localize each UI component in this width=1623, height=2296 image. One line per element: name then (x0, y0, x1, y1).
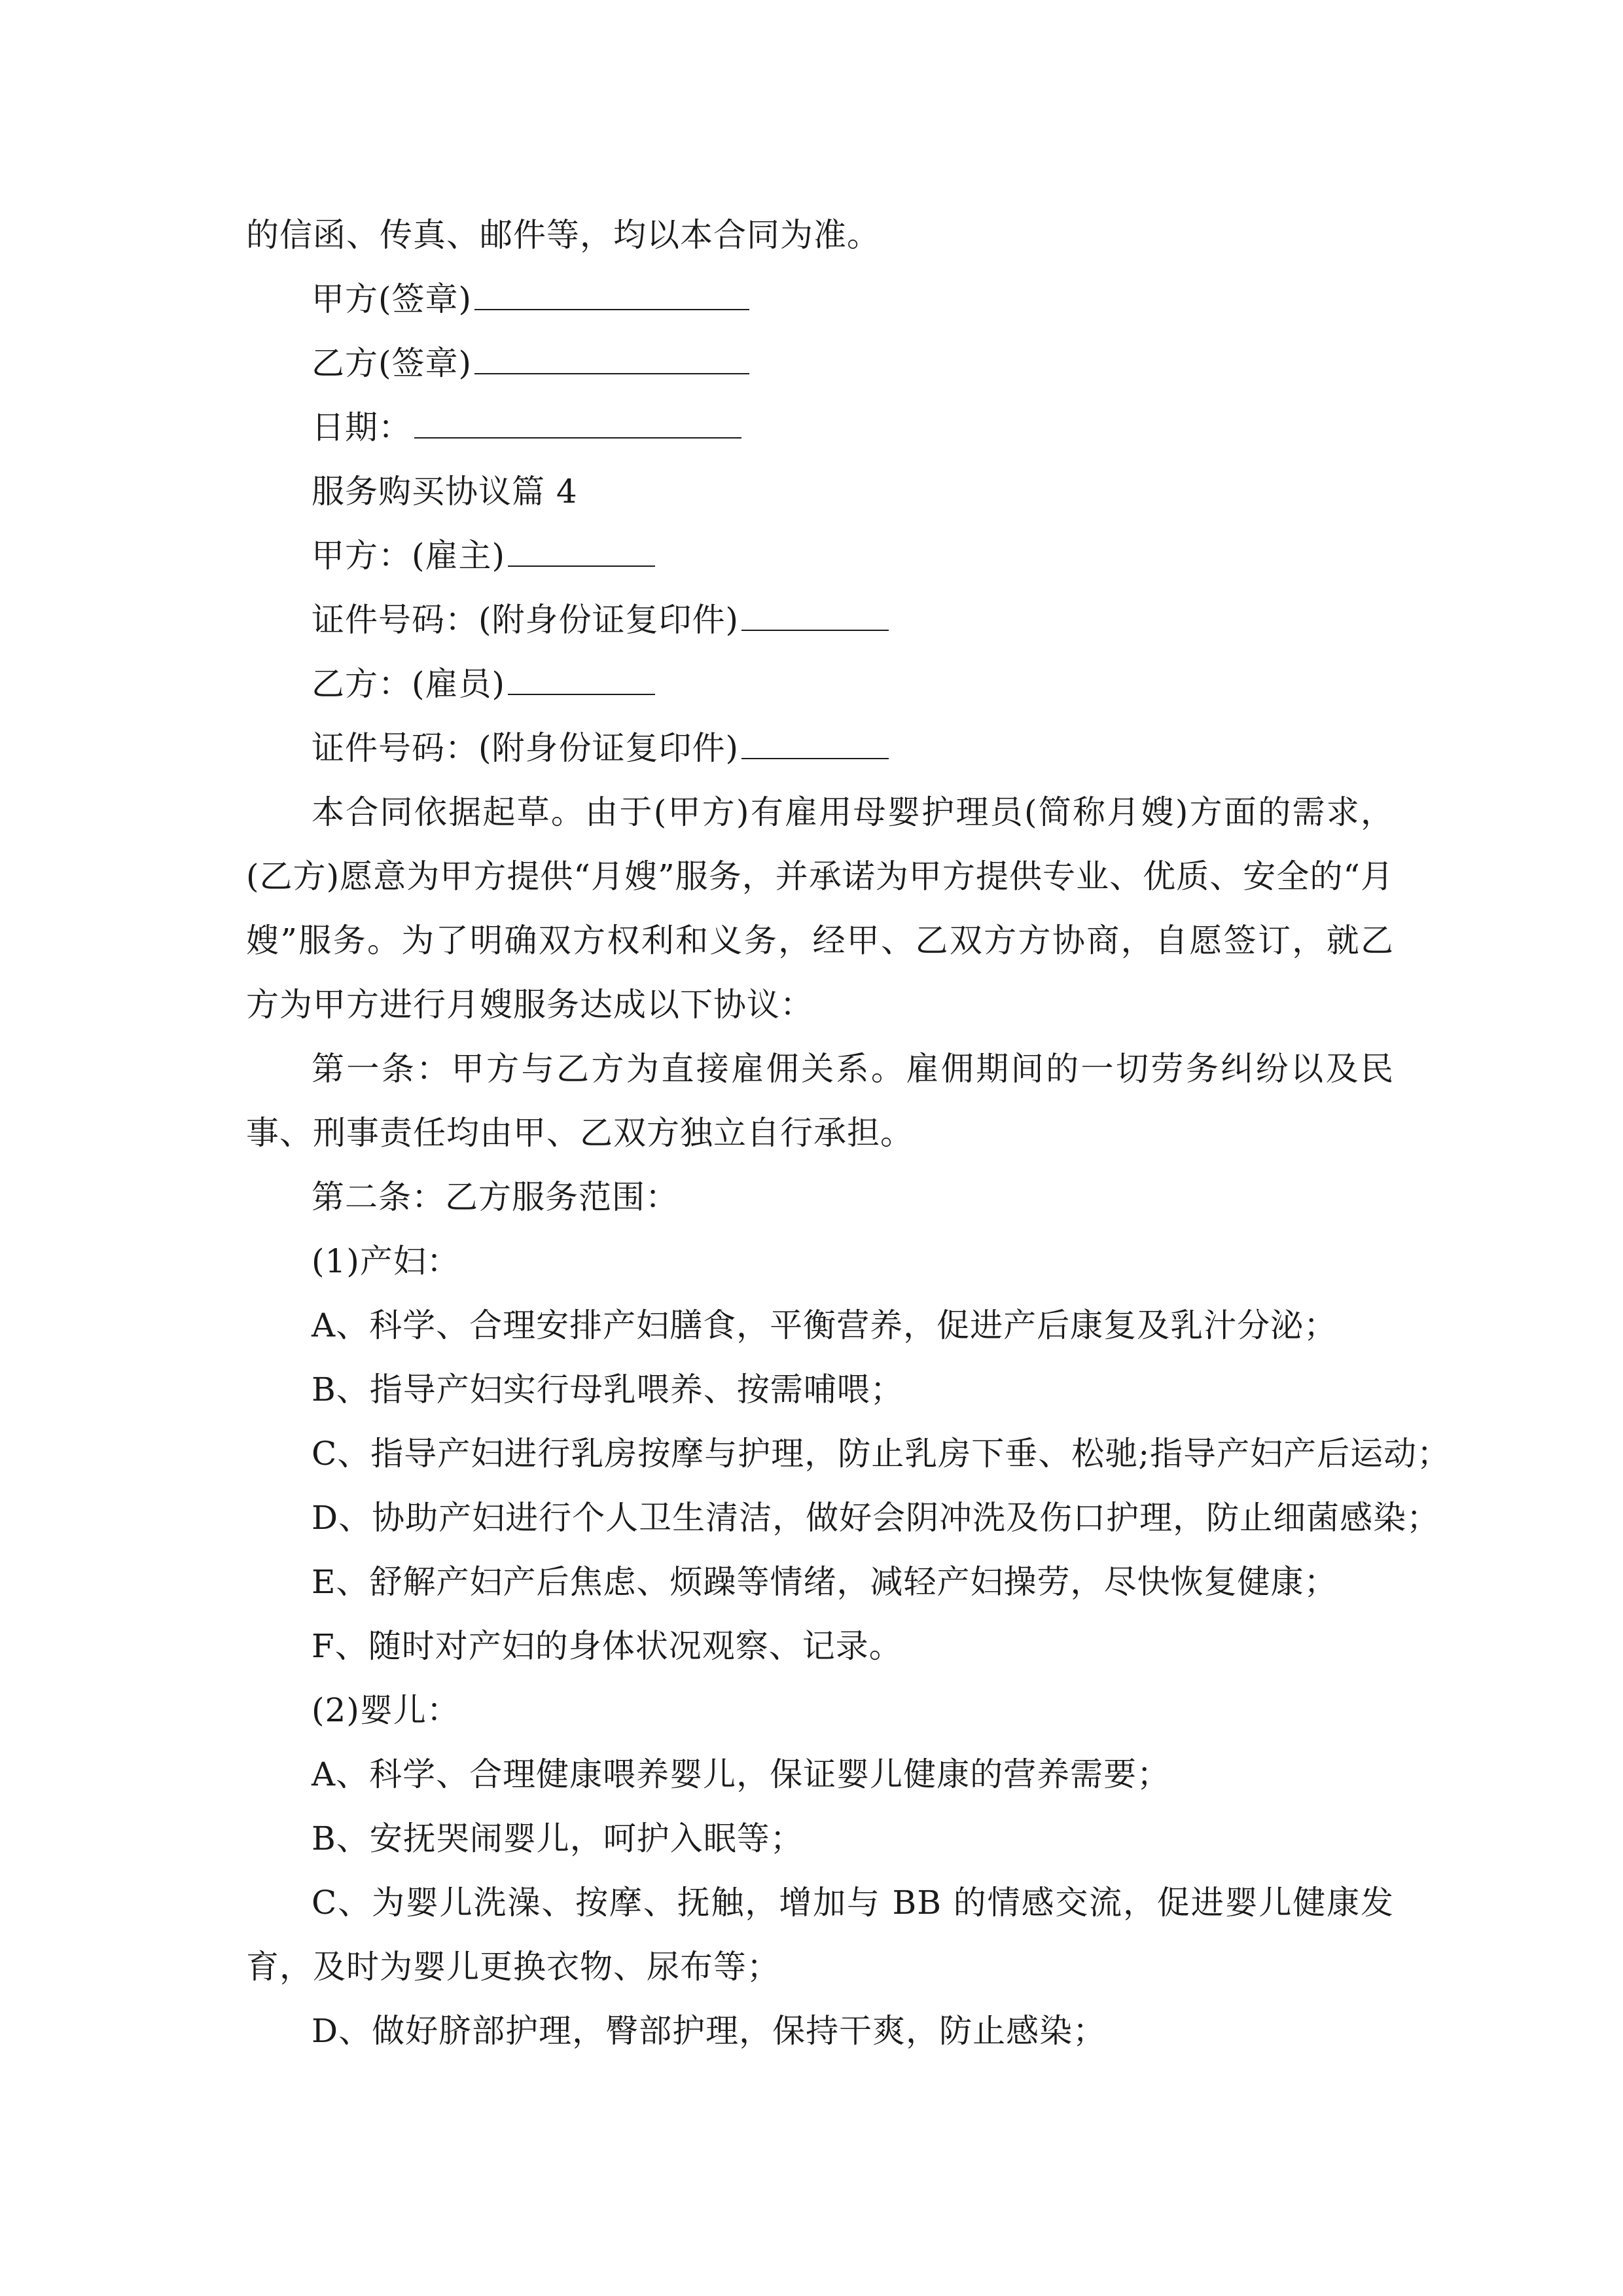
list-item: A、科学、合理健康喂养婴儿，保证婴儿健康的营养需要； (312, 1755, 1171, 1793)
fill-blank (508, 534, 655, 567)
list-item: B、指导产妇实行母乳喂养、按需哺喂； (312, 1371, 904, 1408)
section-title: 服务购买协议篇 4 (312, 473, 578, 511)
fill-blank (741, 598, 889, 631)
id-number-line (246, 716, 1394, 780)
id-label: 证件号码：(附身份证复印件) (312, 601, 740, 639)
list-item-wrapped: C、为婴儿洗澡、按摩、抚触，增加与 BB 的情感交流，促进婴儿健康发育，及时为婴儿更换衣物、尿布等； (246, 1884, 1394, 1986)
list-item: D、做好脐部护理，臀部护理，保持干爽，防止感染； (312, 2012, 1107, 2050)
signature-label: 甲方(签章) (312, 280, 473, 318)
paragraph-article-1: 第一条：甲方与乙方为直接雇佣关系。雇佣期间的一切劳务纠纷以及民事、刑事责任均由甲、乙双方独立自行承担。 (246, 1050, 1394, 1152)
signature-line-party-b (246, 331, 1394, 395)
list-item: A、科学、合理安排产妇膳食，平衡营养，促进产后康复及乳汁分泌； (312, 1306, 1338, 1344)
party-a-line (246, 524, 1394, 588)
signature-blank (474, 278, 749, 310)
list-item: D、协助产妇进行个人卫生清洁，做好会阴冲洗及伤口护理，防止细菌感染； (312, 1499, 1440, 1537)
subsection-heading: (1)产妇： (312, 1242, 460, 1280)
list-item: F、随时对产妇的身体状况观察、记录。 (312, 1627, 902, 1665)
party-b-line (246, 652, 1394, 716)
signature-blank (474, 342, 749, 374)
document-body (246, 203, 1451, 2063)
list-item: E、舒解产妇产后焦虑、烦躁等情绪，减轻产妇操劳，尽快恢复健康； (312, 1563, 1338, 1601)
fill-blank (741, 726, 889, 759)
article-heading: 第二条：乙方服务范围： (312, 1178, 679, 1216)
id-label: 证件号码：(附身份证复印件) (312, 729, 740, 767)
party-label: 甲方：(雇主) (312, 537, 506, 575)
signature-label: 乙方(签章) (312, 344, 473, 382)
fill-blank (508, 662, 655, 695)
date-label: 日期： (312, 408, 412, 446)
paragraph-intro: 本合同依据起草。由于(甲方)有雇用母婴护理员(简称月嫂)方面的需求，(乙方)愿意为甲方提供“月嫂”服务，并承诺为甲方提供专业、优质、安全的“月嫂”服务。为了明确双方权利和义务，经甲、乙双方方协商，自愿签订，就乙方为甲方进行月嫂服务达成以下协议： (246, 793, 1394, 1024)
text-line: 的信函、传真、邮件等，均以本合同为准。 (246, 216, 880, 254)
signature-line-party-a (246, 267, 1394, 331)
party-label: 乙方：(雇员) (312, 665, 506, 703)
list-item: C、指导产妇进行乳房按摩与护理，防止乳房下垂、松驰;指导产妇产后运动； (312, 1435, 1451, 1473)
date-blank (414, 406, 741, 439)
list-item: B、安抚哭闹婴儿，呵护入眠等； (312, 1820, 804, 1857)
id-number-line (246, 588, 1394, 652)
date-line (246, 395, 1394, 459)
subsection-heading: (2)婴儿： (312, 1691, 460, 1729)
